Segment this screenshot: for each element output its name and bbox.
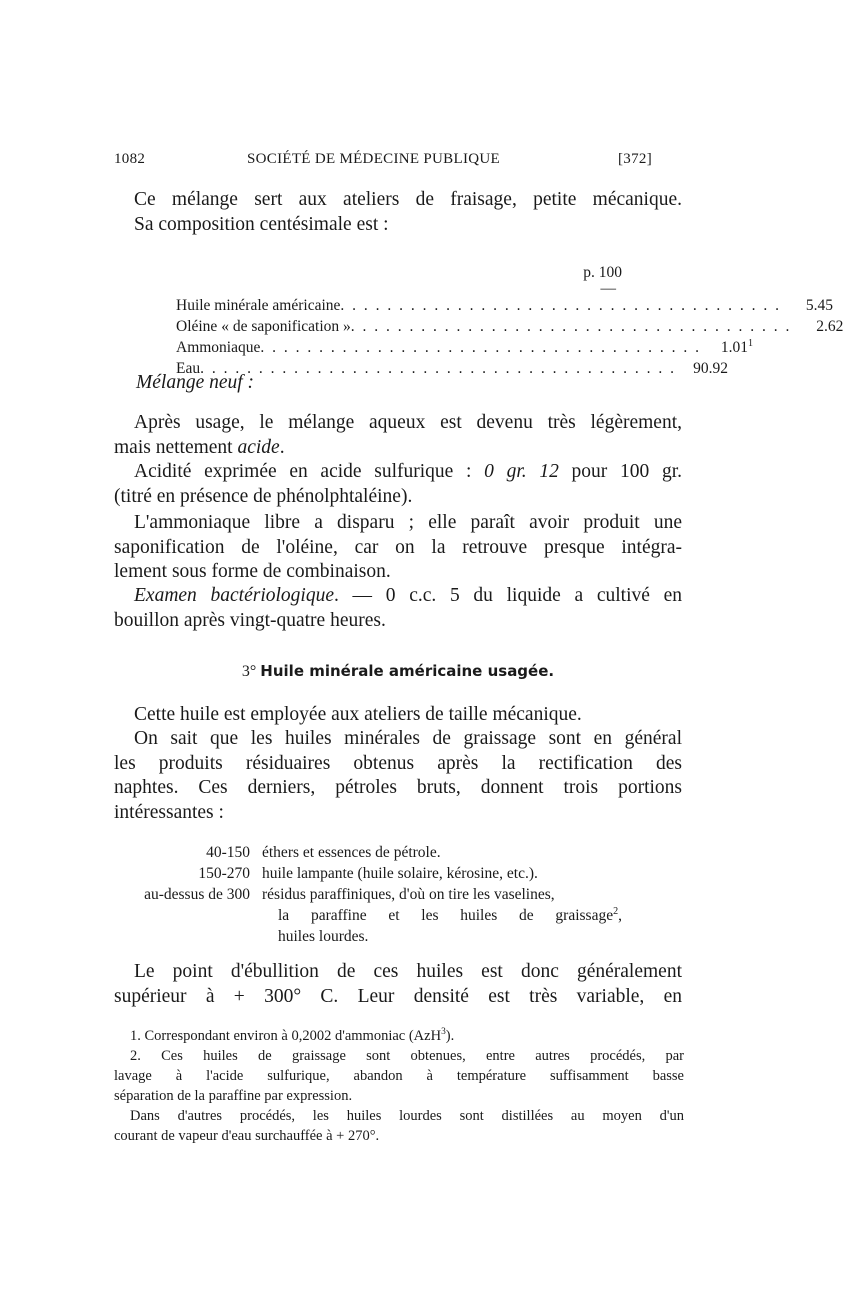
used-oil-paragraph: Cette huile est employée aux ateliers de taille mécanique. — [134, 704, 582, 725]
acidity-paragraph: Acidité exprimée en acide sulfurique : 0 gr. 12 pour 100 gr. (titré en présence de phénolphtaléine). — [114, 461, 682, 507]
composition-row: Ammoniaque . . . . . . . . . . . . . . . . . . . . . . . . . . . . . . . . . . . . . . 1.01$^1$ — [176, 337, 753, 356]
portion-range: au-dessus de 300 — [144, 886, 250, 903]
composition-dash: — — [600, 280, 616, 297]
composition-label: Eau — [176, 360, 201, 377]
composition-label: Ammoniaque — [176, 339, 261, 356]
mineral-paragraph: On sait que les huiles minérales de graissage sont en général les produits résiduaires obtenus après la rectification des naphtes. Ces derniers, pétroles bruts, donnent trois portions intéressantes : — [114, 728, 682, 823]
composition-row: Eau . . . . . . . . . . . . . . . . . . . . . . . . . . . . . . . . . . . . . . . . . 90.92 — [176, 360, 728, 377]
portion-continuation: la paraffine et les huiles de graissage$^2$, huiles lourdes. — [278, 905, 622, 945]
composition-unit: p. 100 — [583, 264, 622, 281]
portion-desc: résidus paraffiniques, d'où on tire les vaselines, — [262, 886, 555, 903]
melange-neuf-heading: Mélange neuf : — [136, 372, 255, 393]
ammonia-paragraph: L'ammoniaque libre a disparu ; elle paraît avoir produit une saponification de l'oléine, car on la retrouve presque intégra- lement sous forme de combinaison. — [114, 512, 682, 582]
portion-desc: éthers et essences de pétrole. — [262, 844, 441, 861]
footnotes — [114, 1026, 684, 1146]
composition-row: Oléine « de saponification » . . . . . . . . . . . . . . . . . . . . . . . . . . . . . . . . . . . . . . 2.62 — [176, 318, 843, 335]
section-heading — [114, 662, 682, 681]
composition-value: 2.62 — [816, 318, 843, 335]
running-title: SOCIÉTÉ DE MÉDECINE PUBLIQUE — [247, 151, 500, 167]
portion-range: 40-150 — [206, 844, 250, 861]
page-number: 1082 — [114, 151, 146, 167]
portion-range: 150-270 — [198, 865, 250, 882]
footnote-1: 1. Correspondant environ à 0,2002 d'ammoniac (AzH$^3$). — [130, 1027, 455, 1044]
intro-line-1: Ce mélange sert aux ateliers de fraisage, petite mécanique. — [134, 189, 682, 210]
composition-value: 1.01$^1$ — [720, 337, 753, 356]
composition-value: 5.45 — [805, 297, 834, 314]
boiling-paragraph: Le point d'ébullition de ces huiles est donc généralement supérieur à + 300° C. Leur densité est très variable, en — [114, 961, 682, 1007]
composition-label: Huile minérale américaine — [176, 297, 341, 314]
bacterio-paragraph: Examen bactériologique. — 0 c.c. 5 du liquide a cultivé en bouillon après vingt-quatre heures. — [114, 585, 683, 631]
composition-table — [176, 262, 843, 379]
composition-row: Huile minérale américaine . . . . . . . . . . . . . . . . . . . . . . . . . . . . . . . . . . . . . . 5.45 — [176, 297, 834, 314]
intro-paragraph — [114, 188, 682, 237]
intro-line-2: Sa composition centésimale est : — [134, 213, 389, 235]
footnote-3: Dans d'autres procédés, les huiles lourdes sont distillées au moyen d'un courant de vapeur d'eau surchauffée à + 270°. — [114, 1108, 684, 1144]
after-use-paragraph: Après usage, le mélange aqueux est devenu très légèrement, mais nettement acide. — [114, 412, 682, 458]
portion-desc: huile lampante (huile solaire, kérosine, etc.). — [262, 865, 538, 882]
composition-value: 90.92 — [693, 360, 728, 377]
section-number: 3° — [241, 663, 257, 680]
footnote-ref: 1 — [747, 337, 753, 349]
section-title: Huile minérale américaine usagée. — [260, 662, 555, 680]
footnote-2: 2. Ces huiles de graissage sont obtenues, entre autres procédés, par lavage à l'acide sulfurique, abandon à température suffisamment basse séparation de la paraffine par expression. — [114, 1048, 684, 1104]
portion-row — [114, 863, 674, 884]
portion-row — [114, 842, 674, 863]
portions-table — [114, 842, 674, 947]
footnote-ref: 2 — [613, 905, 619, 917]
composition-label: Oléine « de saponification » — [176, 318, 351, 335]
page-reference: [372] — [618, 151, 652, 167]
portion-row — [114, 884, 674, 905]
